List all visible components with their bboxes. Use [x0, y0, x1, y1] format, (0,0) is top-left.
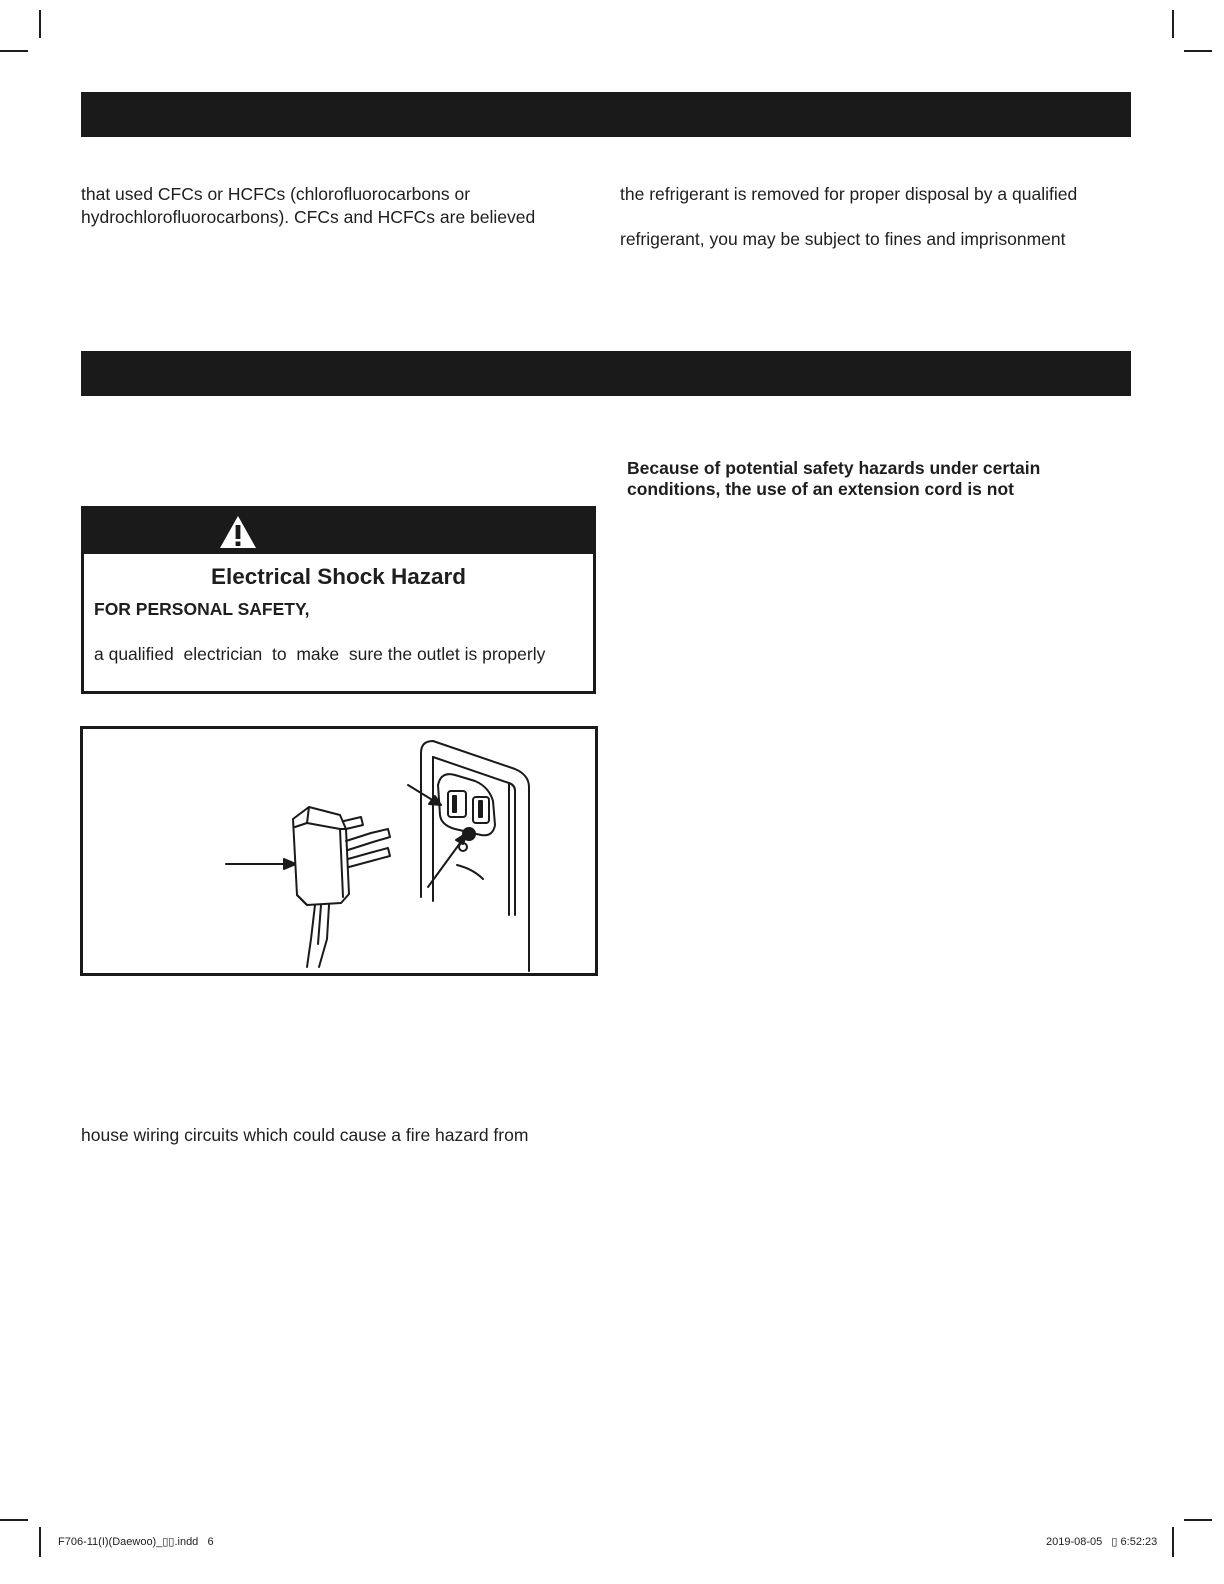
warning-header: [84, 509, 593, 554]
crop-mark-bottom-left-vertical: [39, 1527, 41, 1557]
warning-body-line: a qualified electrician to make sure the outlet is properly: [94, 644, 546, 664]
body-text-line: the refrigerant is removed for proper disposal by a qualified: [620, 184, 1078, 204]
bold-text-line: conditions, the use of an extension cord is not: [627, 479, 1014, 499]
warning-box: [81, 506, 596, 694]
crop-mark-bottom-right-horizontal: [1184, 1519, 1212, 1521]
crop-mark-bottom-right-vertical: [1172, 1527, 1174, 1557]
crop-mark-bottom-left-horizontal: [0, 1519, 28, 1521]
warning-title: Electrical Shock Hazard: [210, 564, 467, 589]
footer-file-info: F706-11(I)(Daewoo)_▯▯.indd 6: [58, 1536, 214, 1548]
body-text-line: hydrochlorofluorocarbons). CFCs and HCFCs are believed: [81, 207, 536, 227]
footer-timestamp: 2019-08-05 ▯ 6:52:23: [1046, 1536, 1158, 1548]
crop-mark-top-right-vertical: [1172, 10, 1174, 38]
body-text-line: house wiring circuits which could cause a fire hazard from: [81, 1125, 529, 1145]
section-header-bar: [81, 92, 1131, 137]
body-text-line: that used CFCs or HCFCs (chlorofluorocarbons or: [81, 184, 471, 204]
warning-subtitle: FOR PERSONAL SAFETY,: [94, 599, 310, 619]
crop-mark-top-left-vertical: [39, 10, 41, 38]
plug-outlet-figure: [80, 726, 598, 976]
crop-mark-top-left-horizontal: [0, 50, 28, 52]
warning-triangle-icon: [218, 514, 258, 550]
section-header-bar: [81, 351, 1131, 396]
plug-outlet-illustration: [83, 729, 595, 973]
crop-mark-top-right-horizontal: [1184, 50, 1212, 52]
bold-text-line: Because of potential safety hazards under certain: [627, 458, 1041, 478]
body-text-line: refrigerant, you may be subject to fines and imprisonment: [620, 229, 1066, 249]
